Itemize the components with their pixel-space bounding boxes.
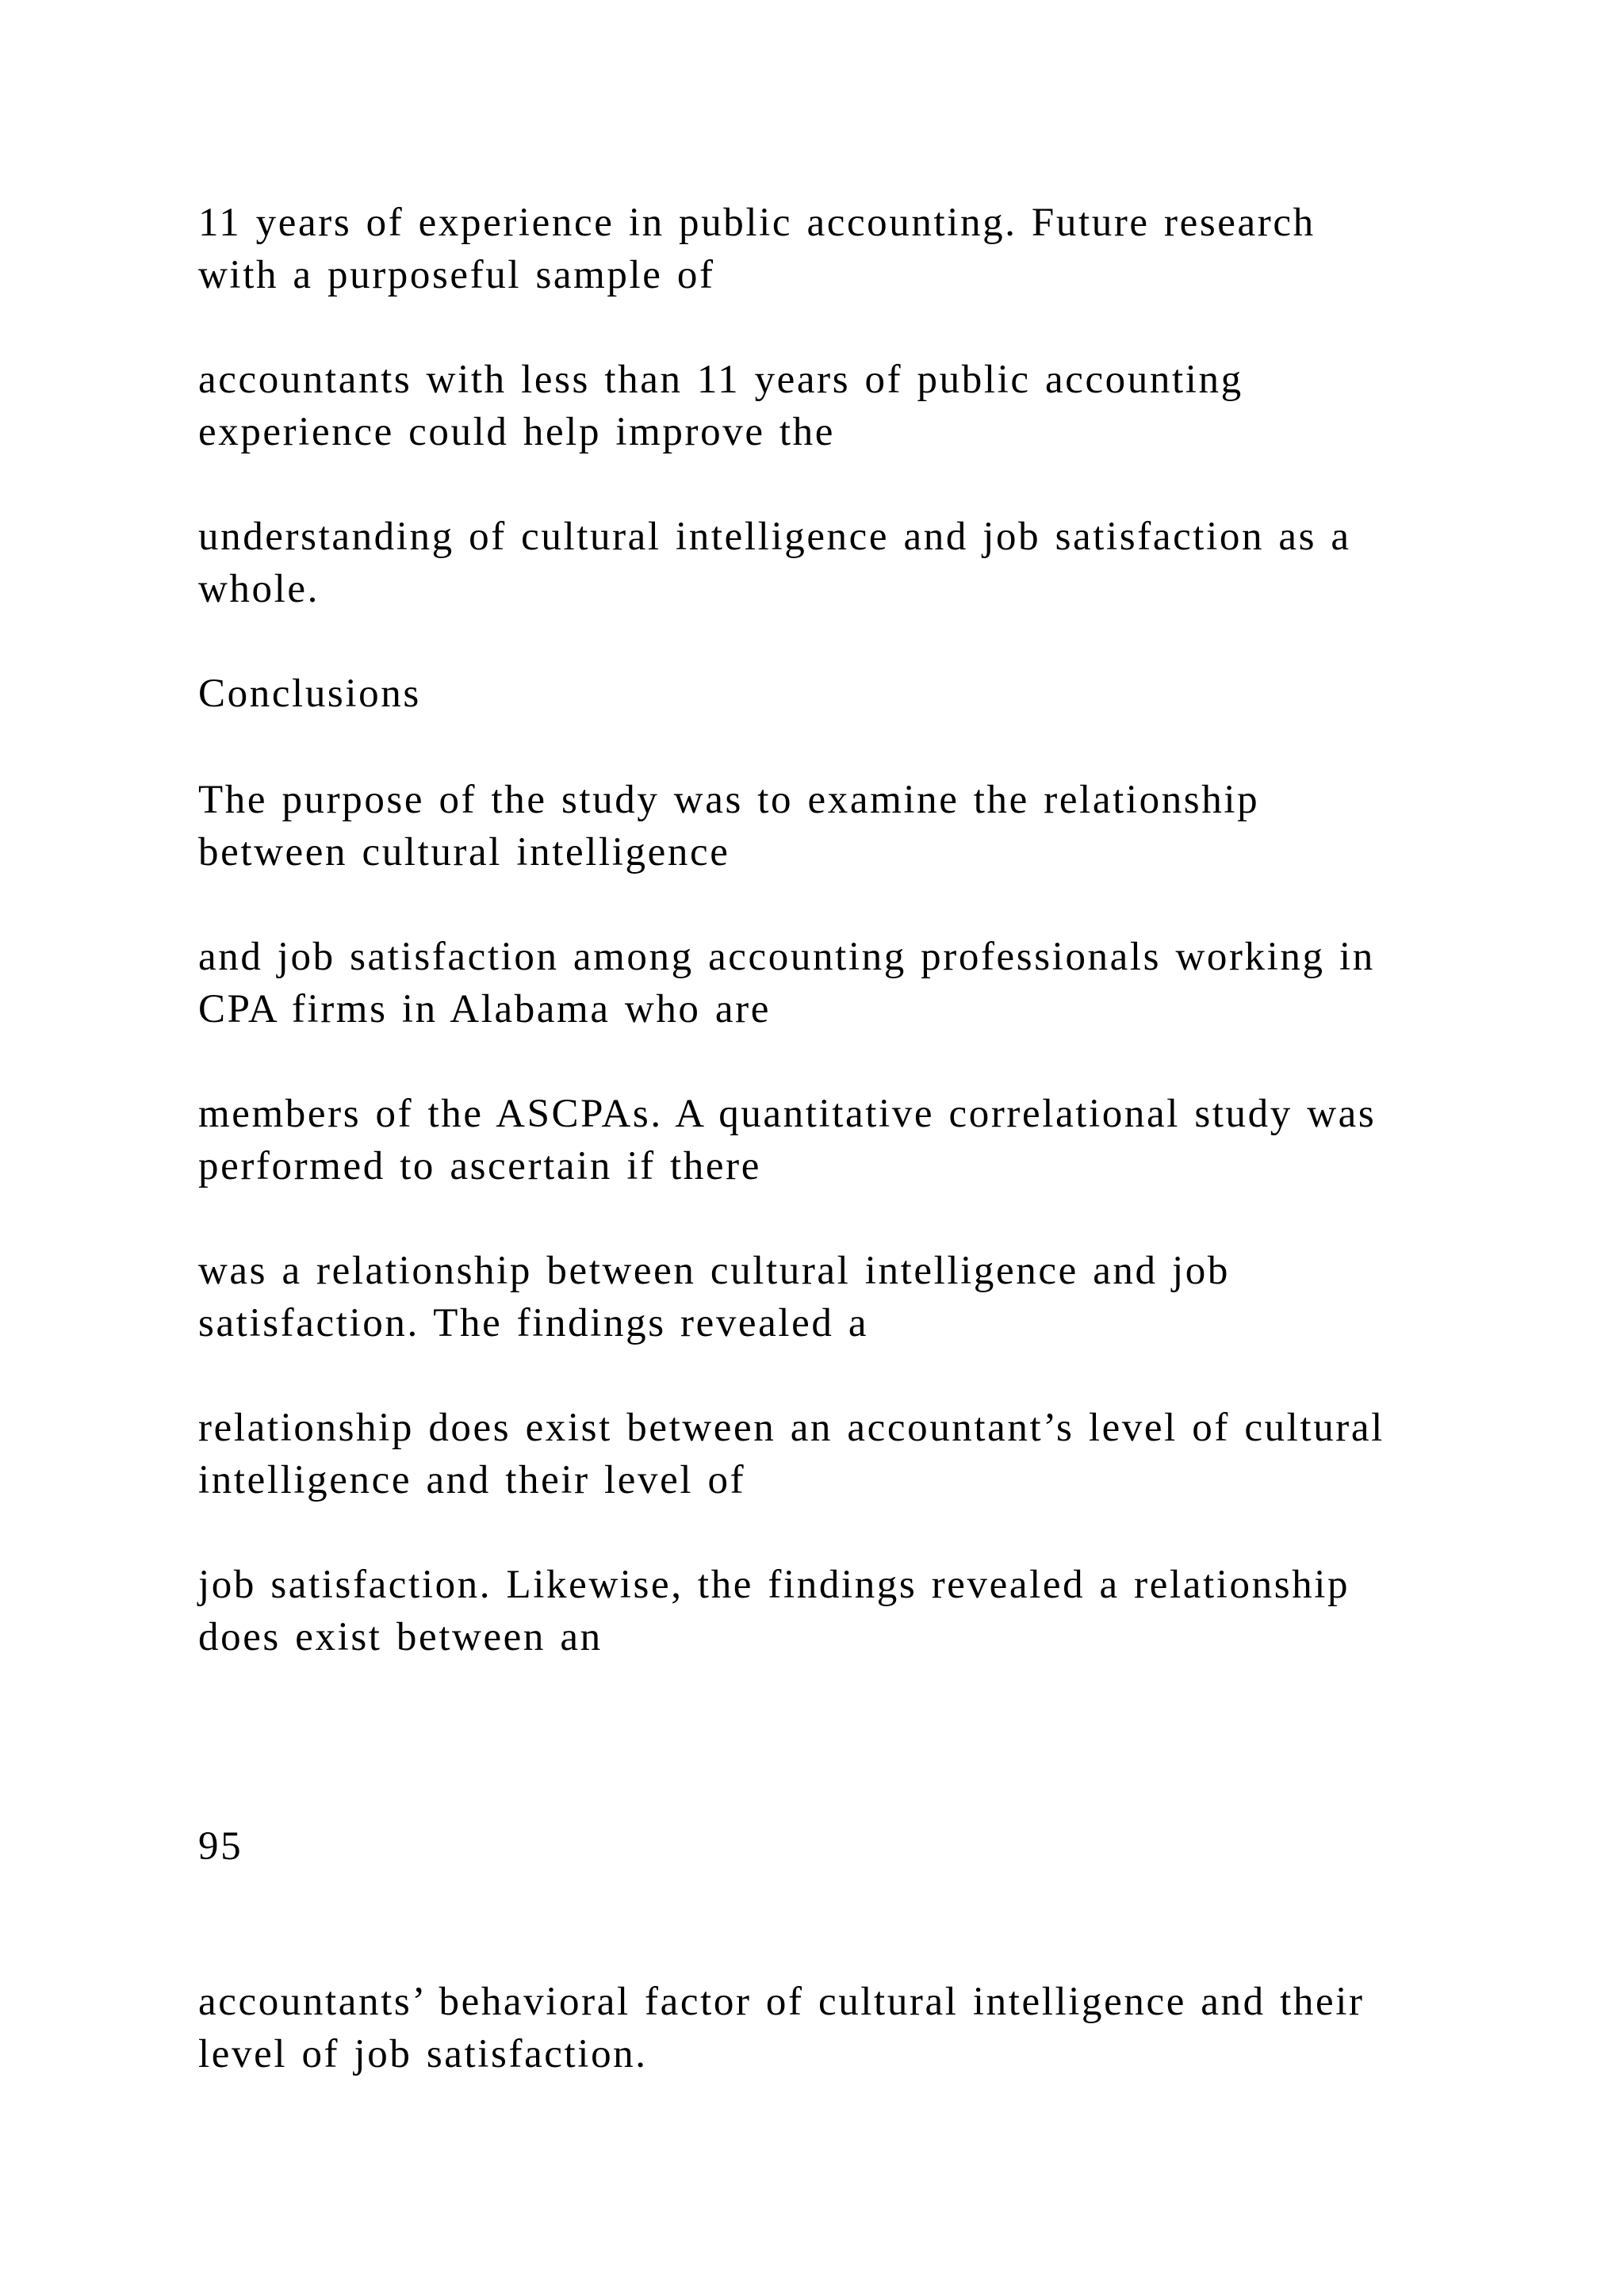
heading-text: Conclusions — [198, 672, 421, 716]
text-line: job satisfaction. Likewise, the findings revealed a relationship — [198, 1563, 1350, 1607]
paragraph-relationship-exists — [198, 1402, 1467, 1506]
text-line: does exist between an — [198, 1615, 603, 1659]
paragraph-job-satisfaction — [198, 931, 1467, 1035]
text-line: intelligence and their level of — [198, 1458, 746, 1502]
text-line: whole. — [198, 567, 320, 611]
section-heading-conclusions — [198, 668, 1467, 720]
paragraph-relationship-question — [198, 1245, 1467, 1349]
paragraph-ascpa-members — [198, 1088, 1467, 1192]
page-number — [198, 1820, 1467, 1873]
text-line: relationship does exist between an accountant’s level of cultural — [198, 1406, 1385, 1450]
text-line: accountants’ behavioral factor of cultural intelligence and their — [198, 1980, 1365, 2024]
paragraph-accountants-experience — [198, 354, 1467, 458]
text-line: members of the ASCPAs. A quantitative correlational study was — [198, 1092, 1377, 1136]
paragraph-purpose — [198, 774, 1467, 878]
text-line: satisfaction. The findings revealed a — [198, 1301, 869, 1345]
page-number-text: 95 — [198, 1824, 243, 1869]
text-line: experience could help improve the — [198, 410, 836, 454]
text-line: performed to ascertain if there — [198, 1144, 761, 1188]
text-line: was a relationship between cultural intelligence and job — [198, 1249, 1230, 1293]
text-line: accountants with less than 11 years of public accounting — [198, 358, 1243, 402]
text-line: between cultural intelligence — [198, 830, 730, 874]
text-line: CPA firms in Alabama who are — [198, 987, 771, 1031]
text-line: and job satisfaction among accounting professionals working in — [198, 935, 1375, 979]
paragraph-understanding — [198, 511, 1467, 615]
text-line: The purpose of the study was to examine the relationship — [198, 778, 1260, 822]
paragraph-future-research — [198, 197, 1467, 301]
paragraph-likewise — [198, 1559, 1467, 1663]
text-line: level of job satisfaction. — [198, 2032, 648, 2076]
text-line: 11 years of experience in public accounting. Future research — [198, 201, 1316, 245]
paragraph-behavioral-factor — [198, 1976, 1467, 2080]
text-line: understanding of cultural intelligence and job satisfaction as a — [198, 515, 1351, 559]
text-line: with a purposeful sample of — [198, 253, 715, 297]
